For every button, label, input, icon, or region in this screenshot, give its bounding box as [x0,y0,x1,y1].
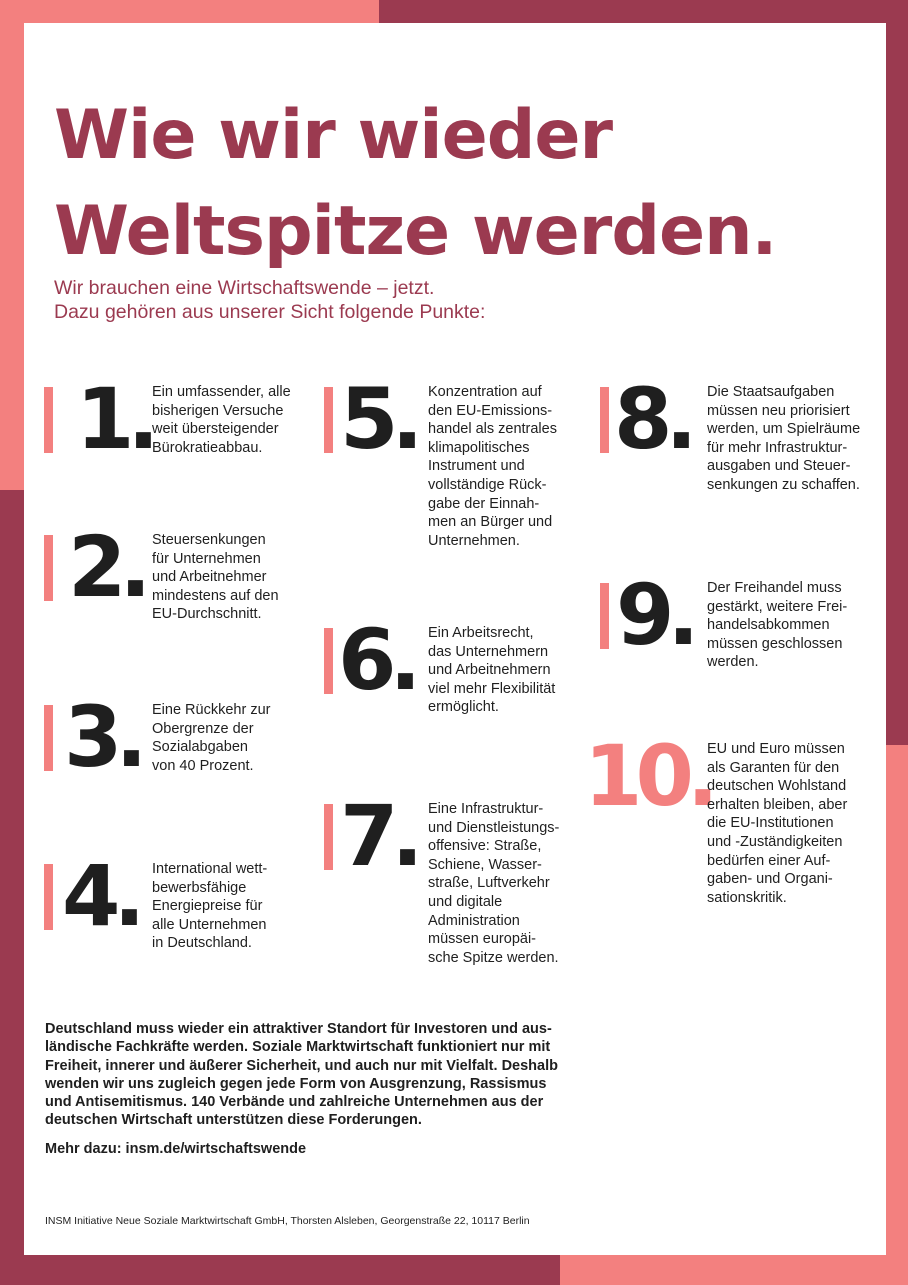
point-3-text: Eine Rückkehr zur Obergrenze der Sozialabgaben von 40 Prozent. [152,702,271,774]
title-line-1: Wie wir wieder [54,96,613,175]
point-5-number: 5. [340,370,417,468]
point-5-bar [324,387,333,453]
point-1-text: Ein umfassender, alle bisherigen Versuche weit übersteigender Bürokratieabbau. [152,384,291,456]
closing-statement: Deutschland muss wieder ein attraktiver Standort für Investoren und aus- ländische Fachkräfte werden. Soziale Marktwirtschaft funktioniert nur mit Freiheit, innerer und äußerer Sicherheit, und auch nur mit Vielfalt. Deshalb wenden wir uns zugleich gegen jede Form von Ausgrenzung, Rassismus und Antisemitismus. 140 Verbände und zahlreiche Unternehmen aus der deutschen Wirtschaft unterstützen diese Forderungen. [45,1021,558,1129]
point-6-bar [324,628,333,694]
subtitle-line-2: Dazu gehören aus unserer Sicht folgende Punkte: [54,301,486,323]
title-line-2: Weltspitze werden. [54,192,777,271]
subtitle-line-1: Wir brauchen eine Wirtschaftswende – jetzt. [54,277,435,299]
point-9-number: 9. [616,566,693,664]
point-10-number: 10. [584,727,712,825]
point-6-number: 6. [338,611,415,709]
point-7-text: Eine Infrastruktur- und Dienstleistungs- offensive: Straße, Schiene, Wasser- straße, Luftverkehr und digitale Administration müssen europäi- sche Spitze werden. [428,801,560,966]
point-5-text: Konzentration auf den EU-Emissions- handel als zentrales klimapolitisches Instrument und vollständige Rück- gabe der Einnah- men an Bürger und Unternehmen. [428,384,557,549]
point-4-number: 4. [62,847,139,945]
more-info-link[interactable]: Mehr dazu: insm.de/wirtschaftswende [45,1141,307,1157]
page-title [54,88,776,280]
point-1-bar [44,387,53,453]
point-1-number: 1. [76,370,153,468]
point-9-bar [600,583,609,649]
point-10-text: EU und Euro müssen als Garanten für den deutschen Wohlstand erhalten bleiben, aber die EU-Institutionen und -Zuständigkeiten bedürfen einer Auf- gaben- und Organi- sationskritik. [707,741,848,906]
point-7-bar [324,804,333,870]
point-8-number: 8. [614,370,691,468]
point-9-text: Der Freihandel muss gestärkt, weitere Frei- handelsabkommen müssen geschlossen werden. [707,580,848,671]
point-4-bar [44,864,53,930]
point-2-text: Steuersenkungen für Unternehmen und Arbeitnehmer mindestens auf den EU-Durchschnitt. [152,532,279,623]
point-8-text: Die Staatsaufgaben müssen neu priorisiert werden, um Spielräume für mehr Infrastruktur- ausgaben und Steuer- senkungen zu schaffen. [707,384,861,493]
point-7-number: 7. [340,787,417,885]
point-6-text: Ein Arbeitsrecht, das Unternehmern und Arbeitnehmern viel mehr Flexibilität ermöglicht. [428,625,556,716]
point-3-number: 3. [64,688,141,786]
point-2-number: 2. [68,518,145,616]
point-4-text: International wett- bewerbsfähige Energiepreise für alle Unternehmen in Deutschland. [152,861,268,952]
point-2-bar [44,535,53,601]
subtitle [54,276,485,324]
point-3-bar [44,705,53,771]
imprint: INSM Initiative Neue Soziale Marktwirtschaft GmbH, Thorsten Alsleben, Georgenstraße 22, 10117 Berlin [45,1215,530,1227]
point-8-bar [600,387,609,453]
